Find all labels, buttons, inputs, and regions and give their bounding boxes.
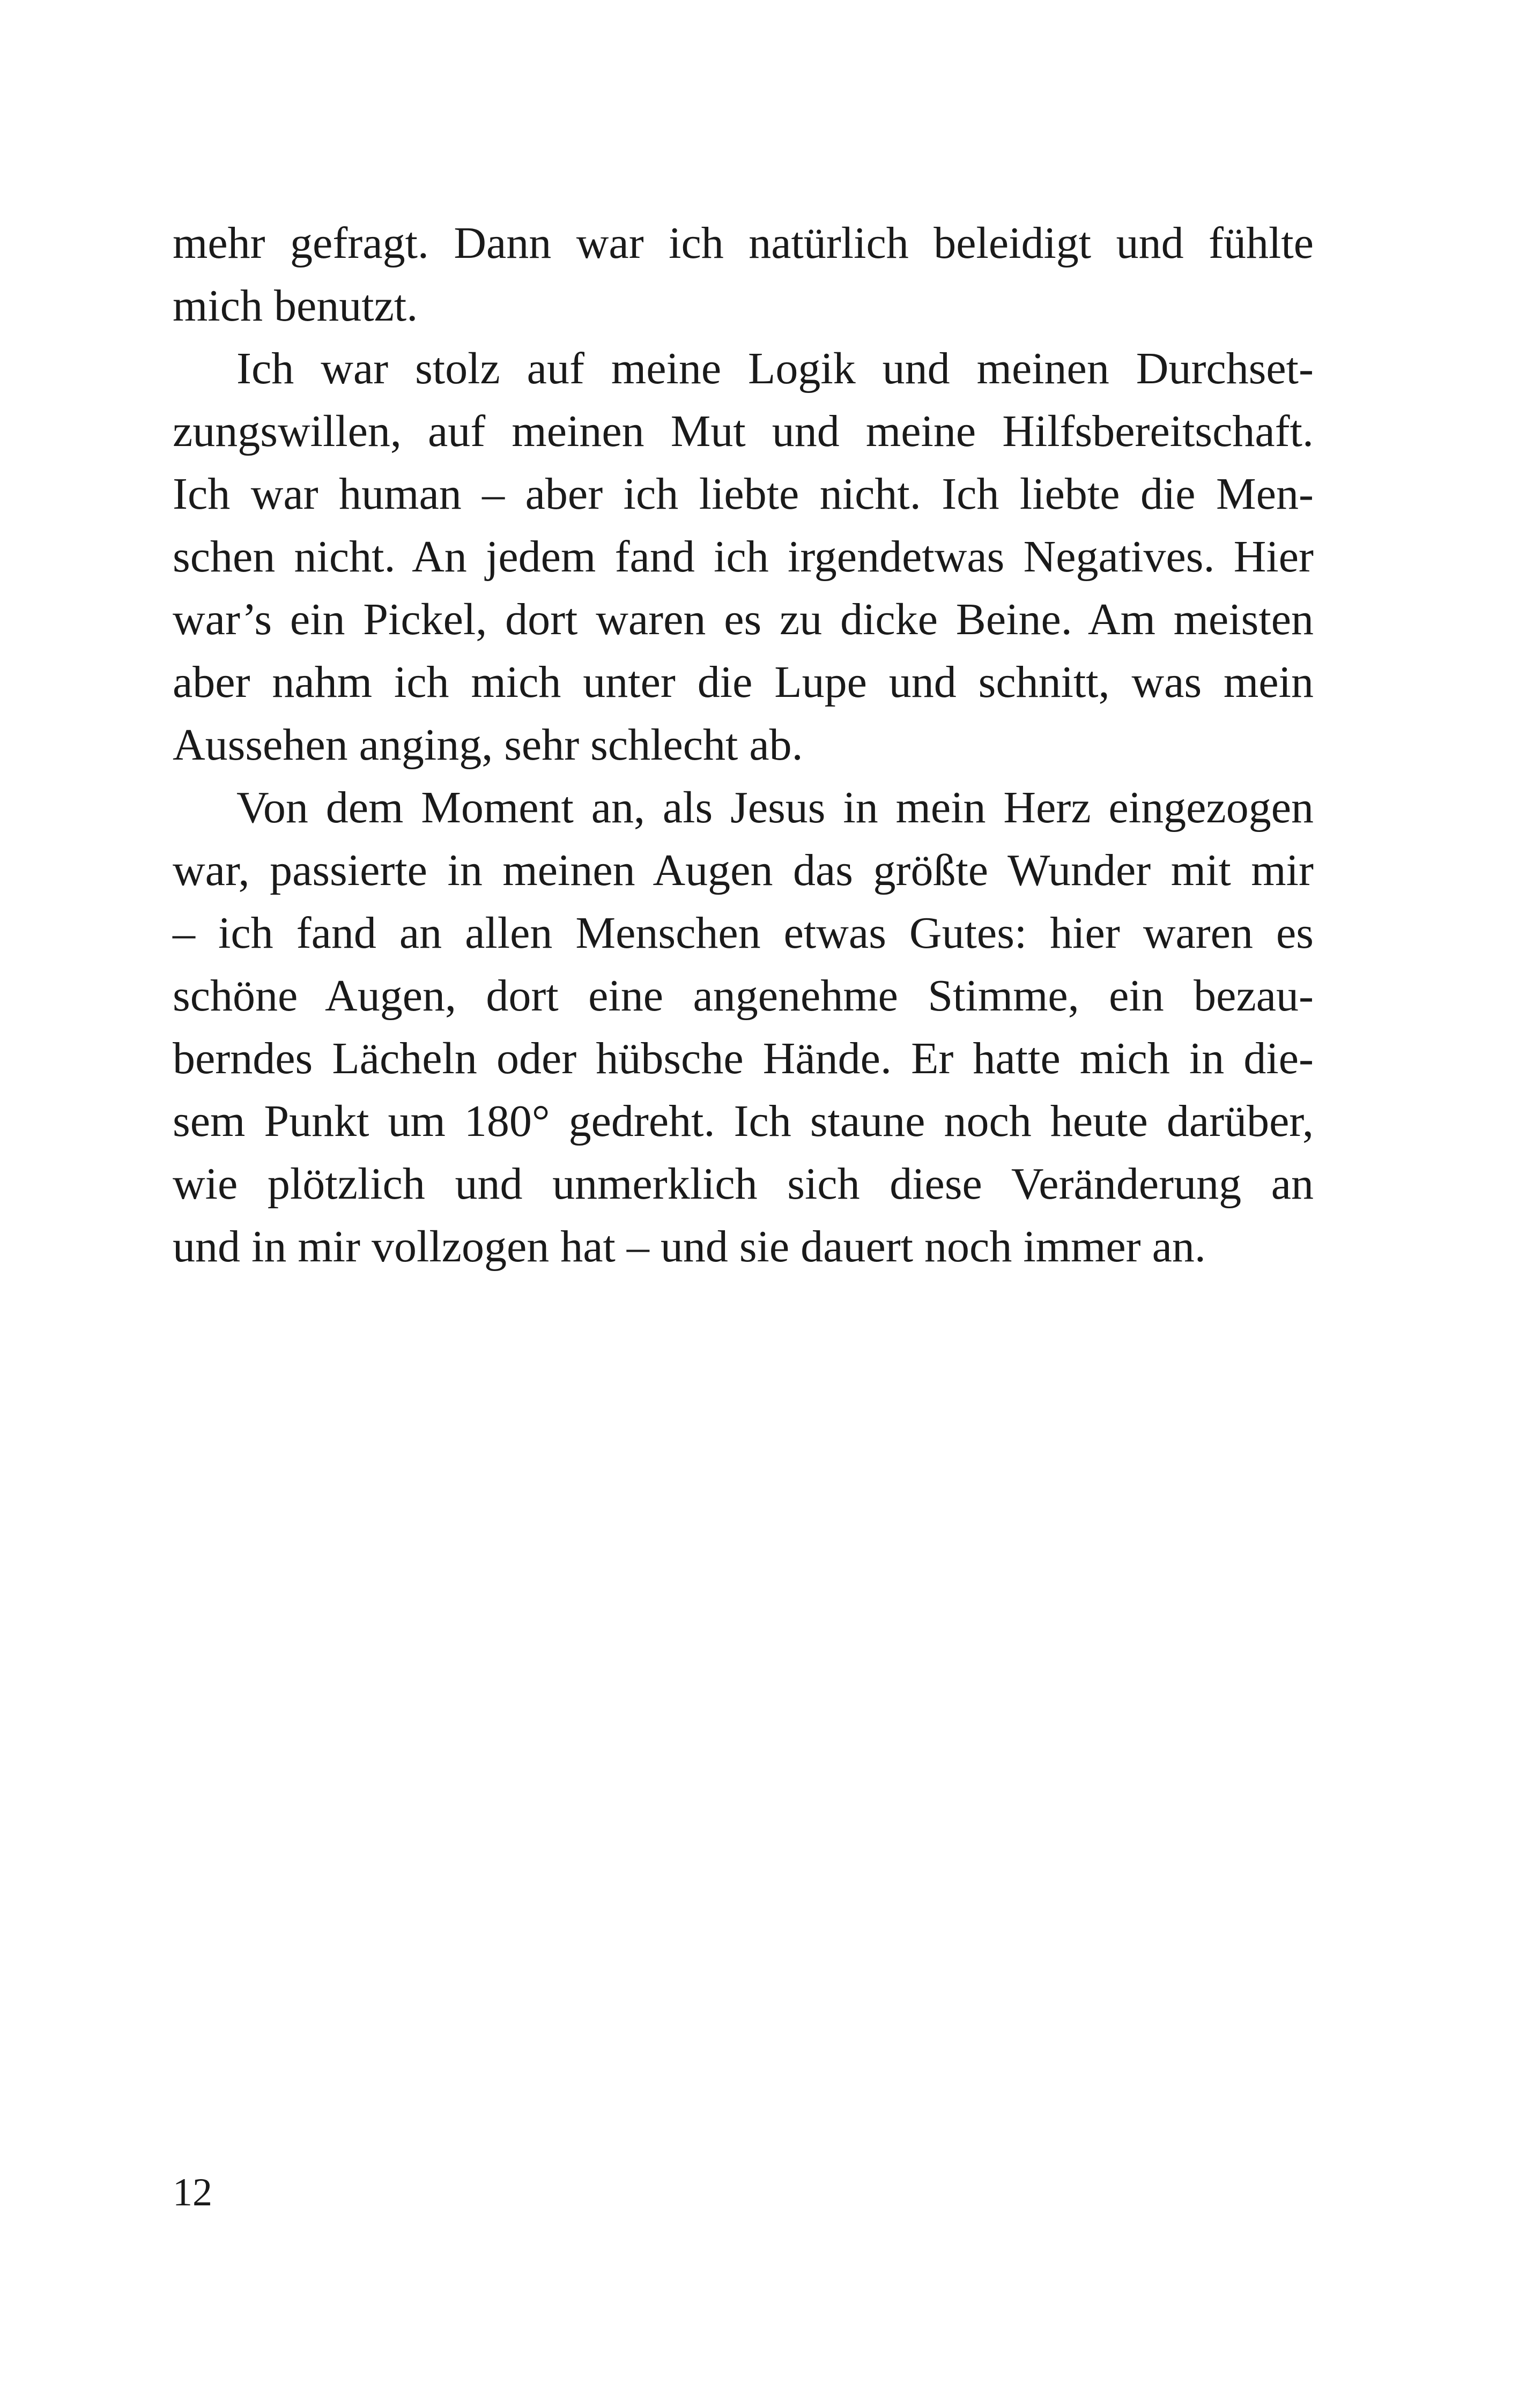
text-line: war’s ein Pickel, dort waren es zu dicke Beine. Am meisten bbox=[173, 594, 1314, 644]
text-line: wie plötzlich und unmerklich sich diese Veränderung an bbox=[173, 1159, 1314, 1209]
text-line: mich benutzt. bbox=[173, 281, 418, 331]
page-number: 12 bbox=[173, 2171, 212, 2214]
text-line: und in mir vollzogen hat – und sie dauert noch immer an. bbox=[173, 1222, 1206, 1272]
text-line: mehr gefragt. Dann war ich natürlich beleidigt und fühlte bbox=[173, 218, 1314, 268]
text-line: berndes Lächeln oder hübsche Hände. Er hatte mich in die- bbox=[173, 1034, 1314, 1083]
text-line: schöne Augen, dort eine angenehme Stimme, ein bezau- bbox=[173, 971, 1314, 1021]
text-line: Aussehen anging, sehr schlecht ab. bbox=[173, 720, 803, 770]
text-line: zungswillen, auf meinen Mut und meine Hilfsbereitschaft. bbox=[173, 406, 1314, 456]
text-line: aber nahm ich mich unter die Lupe und schnitt, was mein bbox=[173, 657, 1314, 707]
text-line: schen nicht. An jedem fand ich irgendetwas Negatives. Hier bbox=[173, 532, 1314, 582]
text-line: Ich war human – aber ich liebte nicht. Ich liebte die Men- bbox=[173, 469, 1314, 519]
text-line: war, passierte in meinen Augen das größte Wunder mit mir bbox=[173, 845, 1314, 895]
body-text bbox=[173, 212, 1314, 1278]
text-line: sem Punkt um 180° gedreht. Ich staune noch heute darüber, bbox=[173, 1096, 1314, 1146]
text-line: Von dem Moment an, als Jesus in mein Herz eingezogen bbox=[236, 783, 1314, 833]
text-line: – ich fand an allen Menschen etwas Gutes: hier waren es bbox=[173, 908, 1314, 958]
text-line: Ich war stolz auf meine Logik und meinen Durchset- bbox=[236, 344, 1314, 393]
